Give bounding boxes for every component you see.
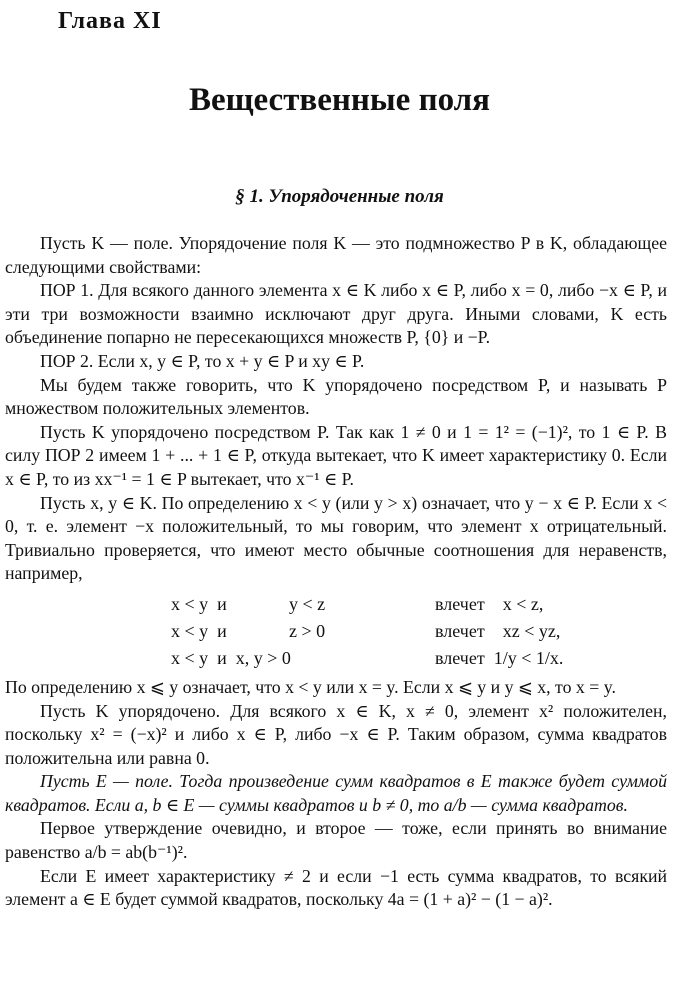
paragraph-definition: Пусть K — поле. Упорядочение поля K — это подмножество P в K, обладающее следующими свойствами: (5, 233, 667, 277)
formula-condition: z > 0 (289, 620, 326, 641)
paragraph-axiom-1: ПОР 1. Для всякого данного элемента x ∈ K либо x ∈ P, либо x = 0, либо −x ∈ P, и эти три возможности взаимно исключают друг друга. Иными словами, K есть объединение попарно не пересекающихся множеств P, {0} и −P. (5, 280, 667, 348)
paragraph-positive-elements: Мы будем также говорить, что K упорядочено посредством P, и называть P множеством положительных элементов. (5, 374, 667, 419)
formula-row (5, 618, 667, 645)
formula-premise: x < y и (171, 620, 227, 641)
formula-row (5, 591, 667, 618)
paragraph-inequalities: Пусть x, y ∈ K. По определению x < y (или y > x) означает, что y − x ∈ P. Если x < 0, т. е. элемент −x положительный, то мы говорим, что элемент x отрицательный. Тривиально проверяется, что имеют место обычные соотношения для неравенств, например, (5, 492, 667, 584)
formula-implies-conclusion: влечет x < z, (435, 593, 544, 614)
formula-implies-conclusion: влечет 1/y < 1/x. (435, 647, 564, 668)
paragraph-characteristic: Пусть K упорядочено посредством P. Так как 1 ≠ 0 и 1 = 1² = (−1)², то 1 ∈ P. В силу ПОР 2 имеем 1 + ... + 1 ∈ P, откуда вытекает, что K имеет характеристику 0. Если x ∈ P, то из xx⁻¹ = 1 ∈ P вытекает, что x⁻¹ ∈ P. (5, 421, 667, 489)
theorem-sums-of-squares: Пусть E — поле. Тогда произведение сумм квадратов в E также будет суммой квадратов. Если a, b ∈ E — суммы квадратов и b ≠ 0, то a/b — сумма квадратов. (5, 771, 667, 815)
body-text (5, 232, 667, 912)
section-title: § 1. Упорядоченные поля (235, 186, 444, 207)
formula-implies-conclusion: влечет xz < yz, (435, 620, 561, 641)
formula-condition: y < z (289, 593, 326, 614)
formula-block (5, 591, 667, 672)
formula-premise: x < y и (171, 593, 227, 614)
formula-row (5, 645, 667, 672)
paragraph-axiom-2: ПОР 2. Если x, y ∈ P, то x + y ∈ P и xy ∈ P. (40, 350, 365, 371)
paragraph-squares-positive: Пусть K упорядочено. Для всякого x ∈ K, x ≠ 0, элемент x² положителен, поскольку x² = (−x)² и либо x ∈ P, либо −x ∈ P. Таким образом, сумма квадратов положительна или равна 0. (5, 700, 667, 768)
paragraph-proof: Первое утверждение очевидно, и второе — тоже, если принять во внимание равенство a/b = ab(b⁻¹)². (5, 818, 667, 863)
formula-premise: x < y и x, y > 0 (171, 647, 291, 668)
paragraph-leq-definition: По определению x ⩽ y означает, что x < y или x = y. Если x ⩽ y и y ⩽ x, то x = y. (5, 676, 616, 697)
paragraph-characteristic-not-2: Если E имеет характеристику ≠ 2 и если −1 есть сумма квадратов, то всякий элемент a ∈ E будет суммой квадратов, поскольку 4a = (1 + a)² − (1 − a)². (5, 865, 667, 910)
chapter-label: Глава XI (58, 8, 162, 34)
chapter-title: Вещественные поля (188, 82, 491, 118)
